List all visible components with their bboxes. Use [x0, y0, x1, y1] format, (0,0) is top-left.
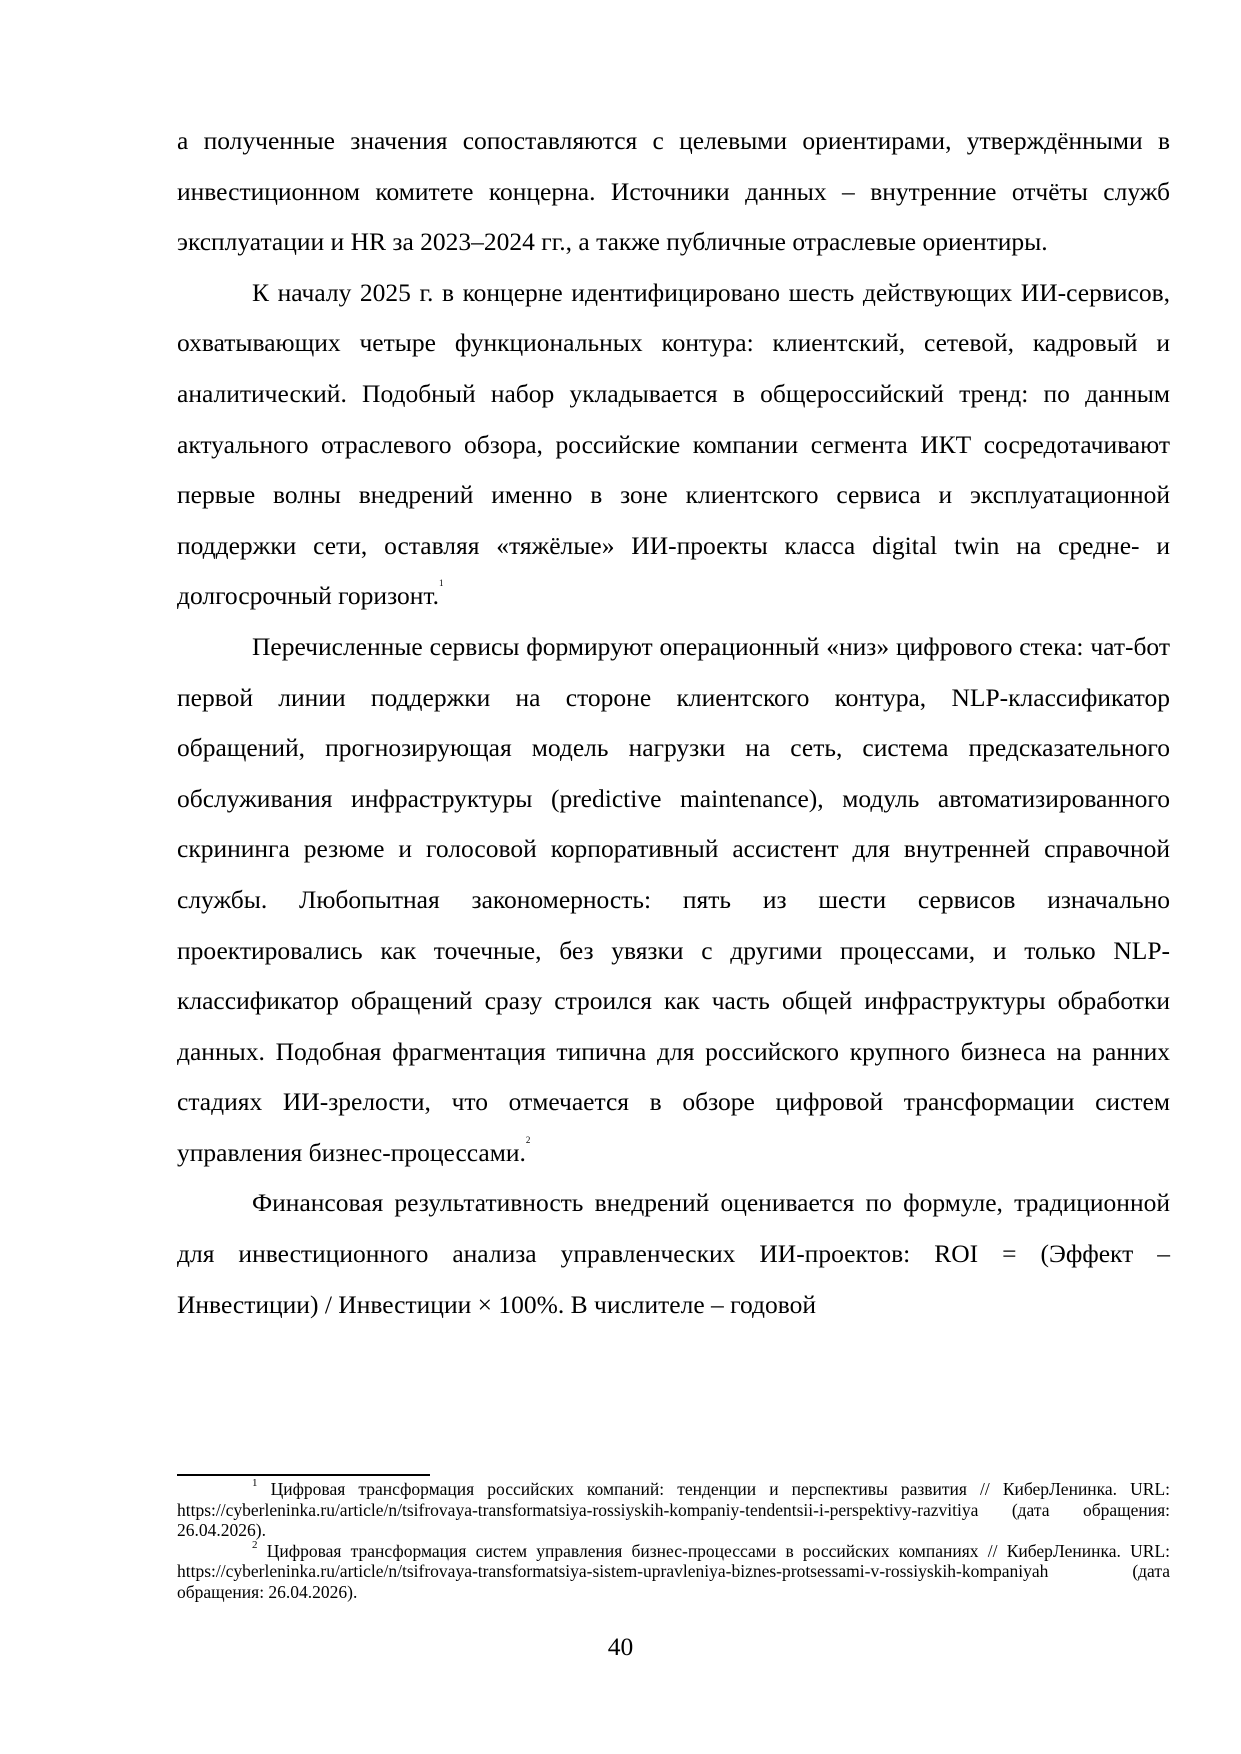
- paragraph-1: [177, 116, 1170, 268]
- footnotes: [177, 1479, 1170, 1602]
- paragraph-2: [177, 268, 1170, 622]
- footnote-ref-1[interactable]: 1: [439, 578, 444, 589]
- footnote-ref-2[interactable]: 2: [525, 1134, 531, 1145]
- footnote-2-text: Цифровая трансформация систем управления бизнес-процессами в российских компаниях // КиберЛенинка. URL: https://cyberleninka.ru/article/n/tsifrovaya-transformatsiya-sistem-upravleniya-biznes-protsessami-v-rossiyskih-kompaniyah (дата обращения: 26.04.2026).: [177, 1540, 1171, 1602]
- paragraph-4-text: Финансовая результативность внедрений оценивается по формуле, традиционной для инвестиционного анализа управленческих ИИ-проектов: ROI = (Эффект – Инвестиции) / Инвестиции × 100%. В числителе – годовой: [177, 1188, 1170, 1319]
- paragraph-2-text: К началу 2025 г. в концерне идентифицировано шесть действующих ИИ-сервисов, охватывающих четыре функциональных контура: клиентский, сетевой, кадровый и аналитический. Подобный набор укладывается в общероссийский тренд: по данным актуального отраслевого обзора, российские компании сегмента ИКТ сосредотачивают первые волны внедрений именно в зоне клиентского сервиса и эксплуатационной поддержки сети, оставляя «тяжёлые» ИИ-проекты класса digital twin на средне- и долгосрочный горизонт.: [177, 277, 1170, 611]
- footnote-1-number: 1: [252, 1477, 258, 1489]
- footnote-2: [177, 1538, 1171, 1603]
- paragraph-3: [177, 622, 1170, 1179]
- footnote-2-number: 2: [252, 1538, 258, 1551]
- paragraph-4: [177, 1178, 1170, 1330]
- footnote-1: [177, 1479, 1170, 1541]
- page-number: 40: [607, 1632, 634, 1661]
- paragraph-1-text: а полученные значения сопоставляются с целевыми ориентирами, утверждёнными в инвестиционном комитете концерна. Источники данных – внутренние отчёты служб эксплуатации и HR за 2023–2024 гг., а также публичные отраслевые ориентиры.: [177, 126, 1170, 257]
- body-text: [177, 116, 1170, 1330]
- footnote-separator: [177, 1474, 430, 1476]
- paragraph-3-text: Перечисленные сервисы формируют операционный «низ» цифрового стека: чат-бот первой линии поддержки на стороне клиентского контура, NLP-классификатор обращений, прогнозирующая модель нагрузки на сеть, система предсказательного обслуживания инфраструктуры (predictive maintenance), модуль автоматизированного скрининга резюме и голосовой корпоративный ассистент для внутренней справочной службы. Любопытная закономерность: пять из шести сервисов изначально проектировались как точечные, без увязки с другими процессами, и только NLP-классификатор обращений сразу строился как часть общей инфраструктуры обработки данных. Подобная фрагментация типична для российского крупного бизнеса на ранних стадиях ИИ-зрелости, что отмечается в обзоре цифровой трансформации систем управления бизнес-процессами.: [177, 631, 1170, 1167]
- footnote-1-text: Цифровая трансформация российских компаний: тенденции и перспективы развития // КиберЛенинка. URL: https://cyberleninka.ru/article/n/tsifrovaya-transformatsiya-rossiyskih-kompaniy-tendentsii-i-perspektivy-razvitiya (дата обращения: 26.04.2026).: [177, 1479, 1170, 1540]
